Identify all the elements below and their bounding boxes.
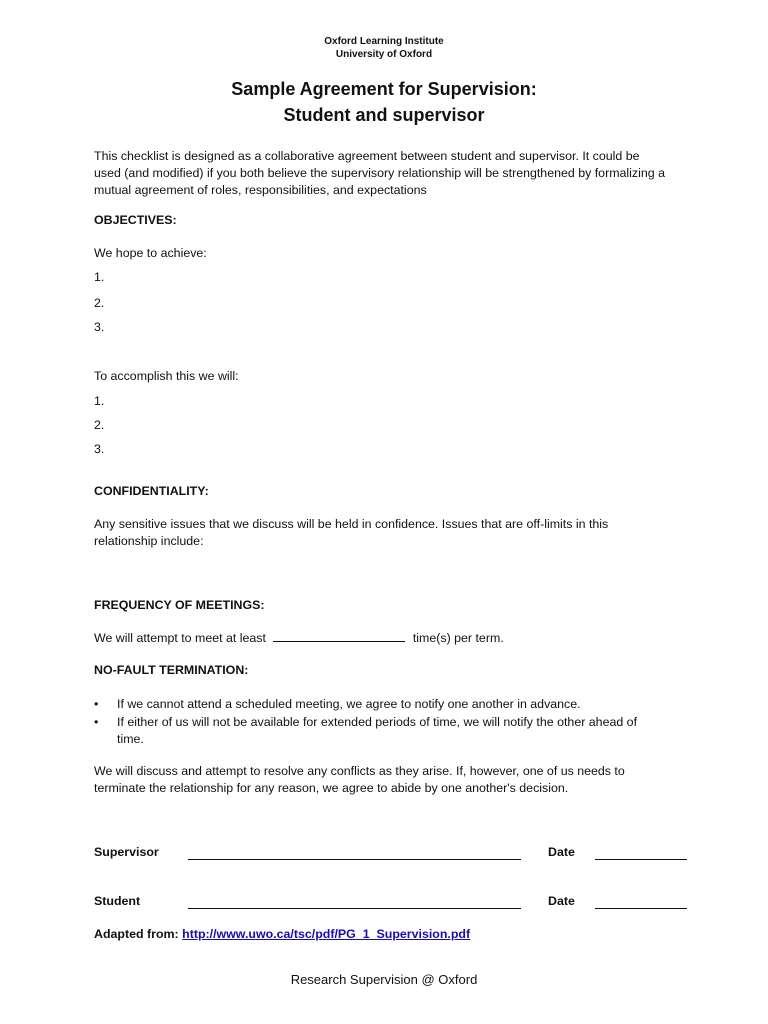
adapted-label: Adapted from: xyxy=(94,927,179,941)
confidentiality-text: Any sensitive issues that we discuss will be held in confidence. Issues that are off-limits in this relationship include: xyxy=(94,517,609,548)
institute-name: Oxford Learning Institute xyxy=(324,36,444,47)
confidentiality-heading: CONFIDENTIALITY: xyxy=(94,484,209,498)
page-subtitle: Student and supervisor xyxy=(283,105,485,125)
accomplish-item: 3. xyxy=(94,442,105,456)
bullet-item: • If we cannot attend a scheduled meeting, we agree to notify one another in advance. xyxy=(94,697,581,711)
student-date-label: Date xyxy=(548,894,575,908)
bullet-dot-icon: • xyxy=(94,715,99,729)
bullet-dot-icon: • xyxy=(94,697,99,711)
hope-item: 3. xyxy=(94,320,105,334)
supervisor-date-label: Date xyxy=(548,845,575,859)
termination-closing: We will discuss and attempt to resolve any conflicts as they arise. If, however, one of us needs to terminate the relationship for any reason, we agree to abide by one another's decision. xyxy=(94,764,625,795)
source-link[interactable]: http://www.uwo.ca/tsc/pdf/PG_1_Supervision.pdf xyxy=(182,927,471,941)
hope-item: 2. xyxy=(94,296,105,310)
hope-item: 1. xyxy=(94,270,105,284)
bullet-item: • If either of us will not be available for extended periods of time, we will notify the other ahead of time. xyxy=(94,715,638,746)
adapted-from xyxy=(94,927,470,941)
accomplish-item: 2. xyxy=(94,418,105,432)
page-footer: Research Supervision @ Oxford xyxy=(290,972,478,987)
frequency-blank-field[interactable] xyxy=(273,631,405,642)
student-label: Student xyxy=(94,894,141,908)
intro-paragraph: This checklist is designed as a collaborative agreement between student and supervisor. It could be used (and modified) if you both believe the supervisory relationship will be strengthened by formalizing a mutual agreement of roles, responsibilities, and expectations xyxy=(94,149,665,197)
objectives-heading: OBJECTIVES: xyxy=(94,213,177,227)
accomplish-label: To accomplish this we will: xyxy=(94,369,239,383)
supervisor-signature-line[interactable] xyxy=(188,859,521,860)
hope-label: We hope to achieve: xyxy=(94,246,207,260)
accomplish-item: 1. xyxy=(94,394,105,408)
frequency-text-before: We will attempt to meet at least xyxy=(94,631,266,645)
frequency-heading: FREQUENCY OF MEETINGS: xyxy=(94,598,265,612)
frequency-text-after: time(s) per term. xyxy=(412,631,504,645)
supervisor-date-line[interactable] xyxy=(595,859,687,860)
student-date-line[interactable] xyxy=(595,908,687,909)
supervisor-label: Supervisor xyxy=(94,845,159,859)
frequency-sentence xyxy=(94,631,504,645)
page-title: Sample Agreement for Supervision: xyxy=(231,79,537,99)
termination-heading: NO-FAULT TERMINATION: xyxy=(94,663,249,677)
student-signature-line[interactable] xyxy=(188,908,521,909)
university-name: University of Oxford xyxy=(335,49,433,60)
